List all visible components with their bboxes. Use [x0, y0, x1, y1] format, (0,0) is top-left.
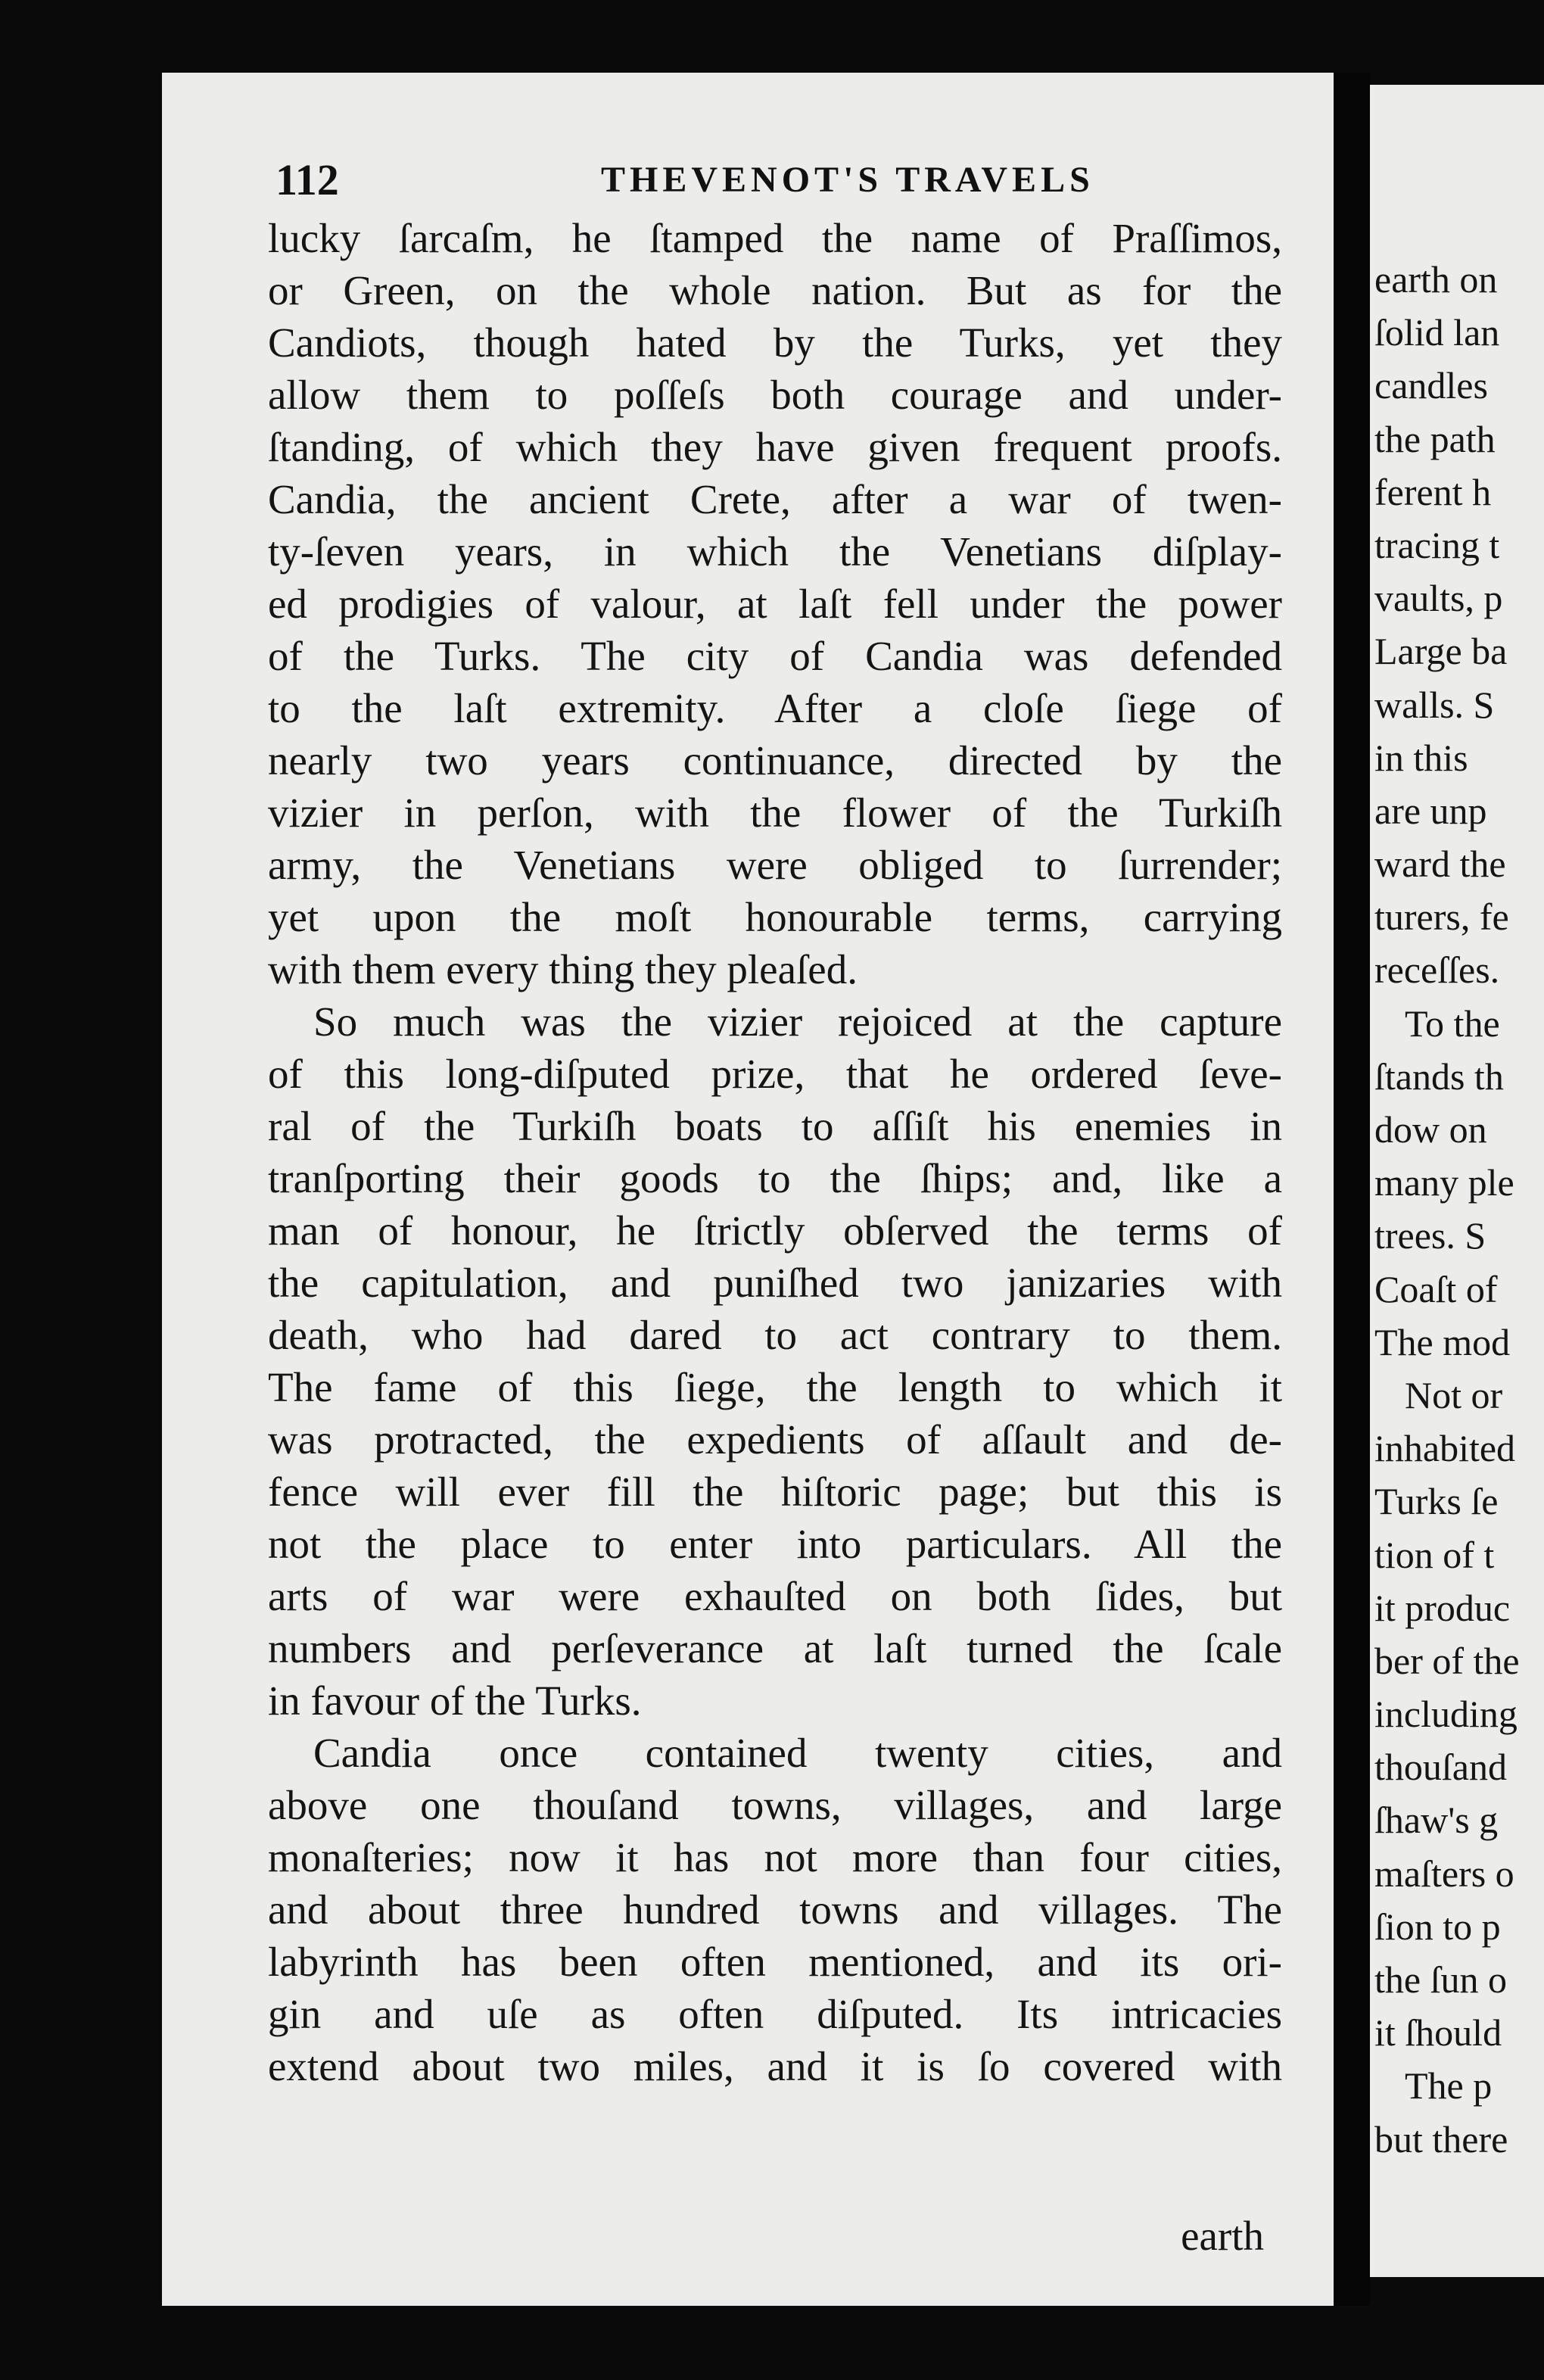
- right-page-text: [1374, 253, 1520, 2166]
- right-text-line: inhabited: [1374, 1427, 1516, 1470]
- right-text-line: including: [1374, 1693, 1518, 1736]
- right-text-line: vaults, p: [1374, 577, 1503, 620]
- right-text-line: Large ba: [1374, 630, 1508, 673]
- text-line: nearly two years continuance, directed by the: [268, 737, 1282, 783]
- right-text-line: it produc: [1374, 1586, 1511, 1629]
- text-line: numbers and perſeverance at laſt turned the ſcale: [268, 1625, 1282, 1671]
- text-line: monaſteries; now it has not more than four cities,: [268, 1834, 1282, 1880]
- text-line: arts of war were exhauſted on both ſides, but: [268, 1573, 1282, 1619]
- body-text: [268, 212, 1282, 2092]
- page-number: 112: [275, 155, 339, 204]
- right-text-line: Not or: [1405, 1373, 1503, 1416]
- right-text-line: many ple: [1374, 1161, 1514, 1204]
- text-line: above one thouſand towns, villages, and large: [268, 1782, 1282, 1828]
- right-text-line: candles: [1374, 364, 1488, 407]
- right-text-line: are unp: [1374, 789, 1487, 832]
- right-text-line: ferent h: [1374, 470, 1492, 513]
- text-line: gin and uſe as often diſputed. Its intricacies: [268, 1991, 1282, 2037]
- text-line: The fame of this ſiege, the length to which it: [268, 1364, 1282, 1410]
- right-text-line: in this: [1374, 736, 1468, 779]
- text-line: the capitulation, and puniſhed two janizaries with: [268, 1260, 1282, 1306]
- text-line: army, the Venetians were obliged to ſurrender;: [268, 842, 1282, 888]
- text-line: or Green, on the whole nation. But as for the: [268, 267, 1282, 313]
- right-text-line: ſolid lan: [1374, 311, 1500, 354]
- text-line: with them every thing they pleaſed.: [268, 946, 858, 992]
- right-text-line: ſhaw's g: [1374, 1799, 1499, 1842]
- right-text-line: tion of t: [1374, 1533, 1495, 1576]
- right-text-line: Coaſt of: [1374, 1267, 1498, 1310]
- right-text-line: Turks ſe: [1374, 1480, 1499, 1523]
- right-text-line: maſters o: [1374, 1852, 1514, 1895]
- text-line: yet upon the moſt honourable terms, carrying: [268, 894, 1282, 940]
- right-text-line: tracing t: [1374, 523, 1500, 566]
- right-text-line: ward the: [1374, 843, 1506, 886]
- right-text-line: turers, fe: [1374, 896, 1509, 939]
- text-line: to the laſt extremity. After a cloſe ſiege of: [268, 685, 1282, 731]
- text-line: tranſporting their goods to the ſhips; and, like a: [268, 1155, 1282, 1201]
- catchword: earth: [1181, 2213, 1264, 2259]
- right-text-line: ber of the: [1374, 1639, 1520, 1682]
- text-line: not the place to enter into particulars. All the: [268, 1521, 1282, 1567]
- text-line: So much was the vizier rejoiced at the capture: [313, 998, 1282, 1045]
- right-text-line: but there: [1374, 2117, 1508, 2160]
- text-line: ed prodigies of valour, at laſt fell under the power: [268, 581, 1282, 627]
- right-text-line: earth on: [1374, 258, 1498, 301]
- text-line: in favour of the Turks.: [268, 1678, 642, 1724]
- text-line: extend about two miles, and it is ſo covered with: [268, 2043, 1282, 2089]
- right-text-line: walls. S: [1374, 683, 1495, 726]
- text-line: and about three hundred towns and villages. The: [268, 1886, 1282, 1933]
- right-text-line: The mod: [1374, 1320, 1511, 1363]
- text-line: Candia once contained twenty cities, and: [313, 1730, 1282, 1776]
- text-line: ral of the Turkiſh boats to aſſiſt his enemies in: [268, 1103, 1282, 1149]
- text-line: allow them to poſſeſs both courage and under-: [268, 372, 1282, 418]
- page-header: [275, 154, 1259, 215]
- running-title: THEVENOT'S TRAVELS: [601, 160, 1094, 200]
- page-gutter: [1334, 73, 1370, 2306]
- right-text-line: receſſes.: [1374, 949, 1500, 992]
- text-line: fence will ever fill the hiſtoric page; but this is: [268, 1469, 1282, 1515]
- text-line: Candia, the ancient Crete, after a war of twen-: [268, 476, 1282, 522]
- right-text-line: thouſand: [1374, 1746, 1507, 1789]
- right-text-line: dow on: [1374, 1108, 1487, 1151]
- right-text-line: The p: [1405, 2064, 1493, 2107]
- text-line: ty-ſeven years, in which the Venetians diſplay-: [268, 528, 1282, 575]
- right-text-line: ſion to p: [1374, 1905, 1501, 1948]
- right-text-line: the path: [1374, 417, 1496, 460]
- right-page: [1370, 85, 1544, 2277]
- right-text-line: it ſhould: [1374, 2011, 1502, 2054]
- text-line: ſtanding, of which they have given frequent proofs.: [268, 424, 1282, 470]
- right-text-line: ſtands th: [1374, 1054, 1504, 1098]
- text-line: was protracted, the expedients of aſſault and de-: [268, 1416, 1282, 1463]
- text-line: lucky ſarcaſm, he ſtamped the name of Praſſimos,: [268, 215, 1282, 261]
- right-text-line: the ſun o: [1374, 1958, 1507, 2001]
- text-line: of this long-diſputed prize, that he ordered ſeve-: [268, 1051, 1282, 1097]
- text-line: man of honour, he ſtrictly obſerved the terms of: [268, 1207, 1282, 1254]
- right-text-line: To the: [1405, 1002, 1500, 1045]
- right-text-line: trees. S: [1374, 1214, 1486, 1257]
- left-page: [162, 73, 1334, 2306]
- text-line: labyrinth has been often mentioned, and its ori-: [268, 1939, 1282, 1985]
- text-line: Candiots, though hated by the Turks, yet they: [268, 319, 1282, 366]
- text-line: death, who had dared to act contrary to them.: [268, 1312, 1282, 1358]
- text-line: vizier in perſon, with the flower of the Turkiſh: [268, 790, 1282, 836]
- text-line: of the Turks. The city of Candia was defended: [268, 633, 1282, 679]
